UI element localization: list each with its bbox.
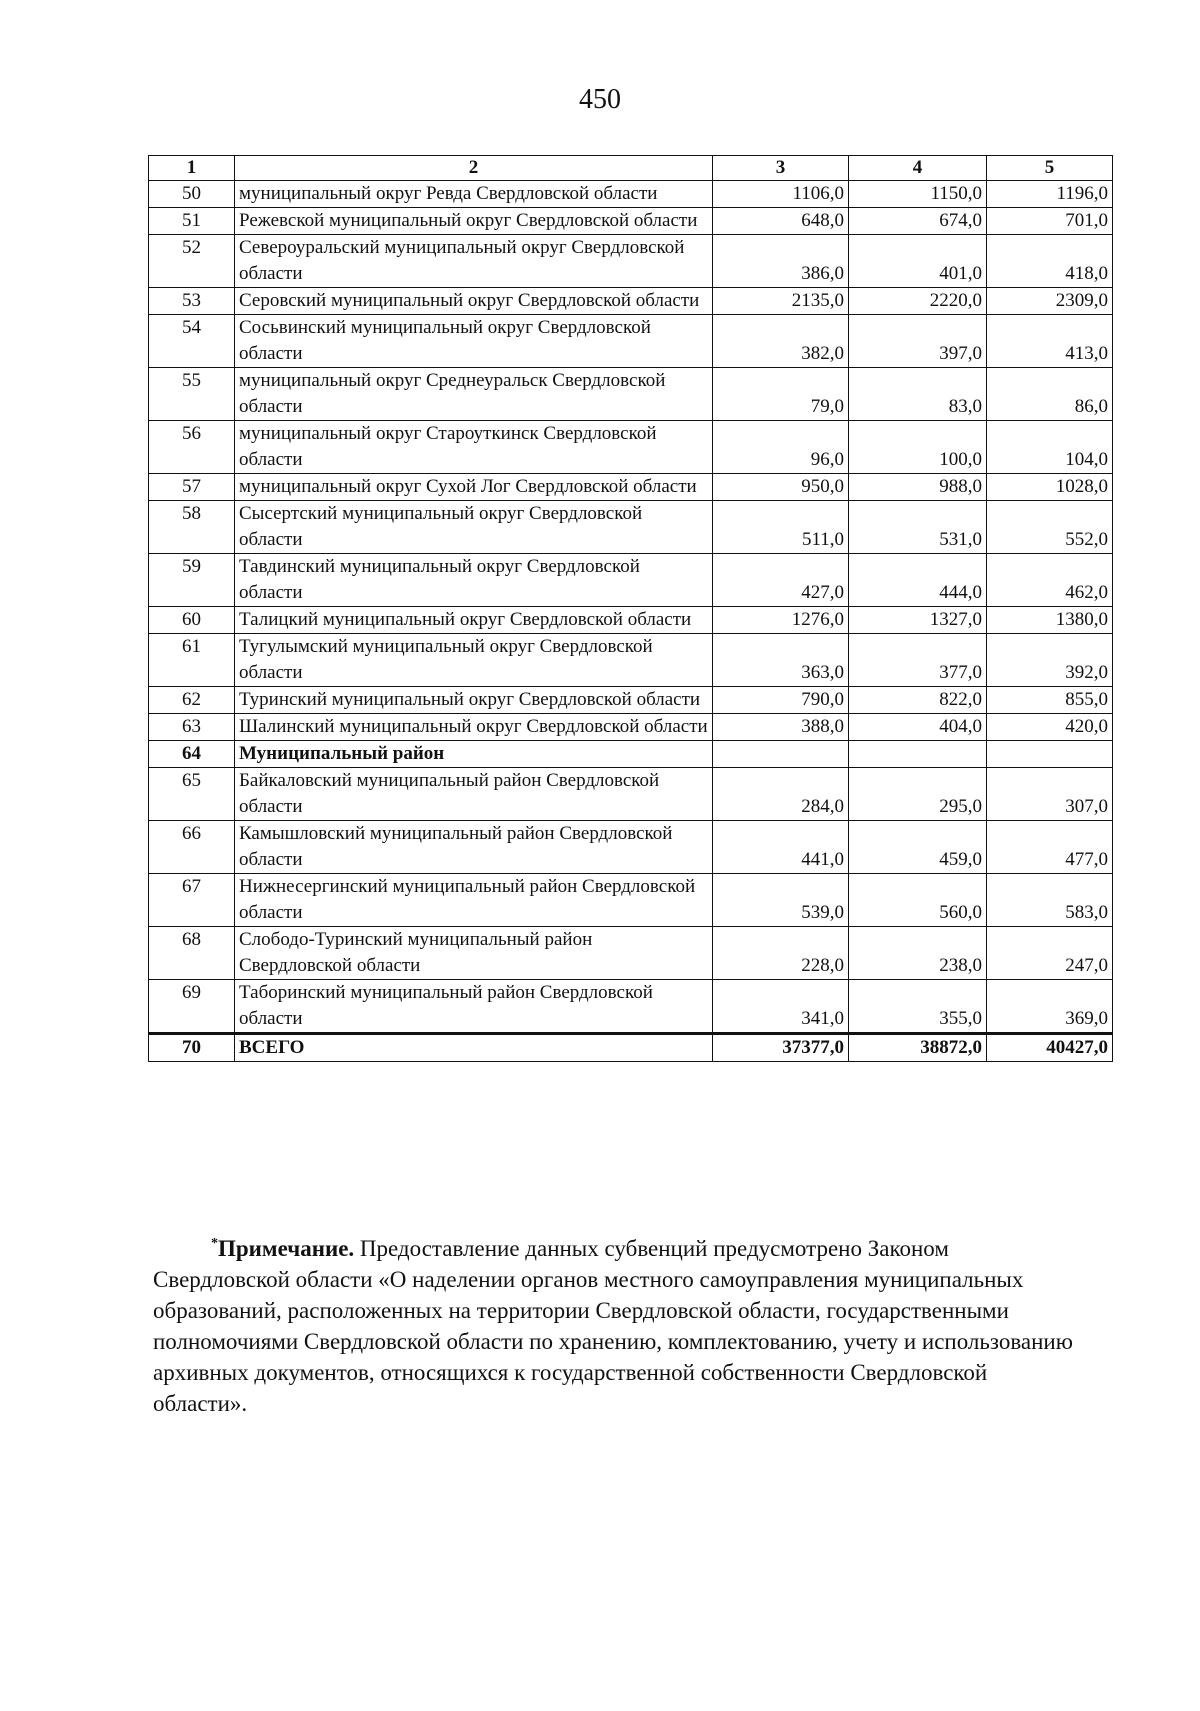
municipality-name: Талицкий муниципальный округ Свердловской области	[235, 607, 713, 634]
subvention-table	[148, 155, 1113, 1062]
row-number: 57	[149, 474, 235, 501]
value-col-3: 388,0	[713, 714, 849, 741]
municipality-name: Туринский муниципальный округ Свердловской области	[235, 687, 713, 714]
value-col-5: 418,0	[987, 235, 1113, 288]
value-col-3: 284,0	[713, 768, 849, 821]
table-row	[149, 980, 1113, 1034]
value-col-3: 539,0	[713, 874, 849, 927]
value-col-3: 1276,0	[713, 607, 849, 634]
table-row	[149, 288, 1113, 315]
value-col-5: 1380,0	[987, 607, 1113, 634]
footnote	[153, 1228, 1083, 1419]
municipality-name: Камышловский муниципальный район Свердловской области	[235, 821, 713, 874]
value-col-3: 382,0	[713, 315, 849, 368]
row-number: 61	[149, 634, 235, 687]
value-col-5: 413,0	[987, 315, 1113, 368]
municipality-name: Байкаловский муниципальный район Свердловской области	[235, 768, 713, 821]
row-number: 62	[149, 687, 235, 714]
value-col-4: 404,0	[849, 714, 987, 741]
municipality-name: Шалинский муниципальный округ Свердловской области	[235, 714, 713, 741]
municipality-name: ВСЕГО	[235, 1034, 713, 1062]
value-col-3: 511,0	[713, 501, 849, 554]
municipality-name: муниципальный округ Ревда Свердловской области	[235, 181, 713, 208]
table-row	[149, 741, 1113, 768]
value-col-4: 988,0	[849, 474, 987, 501]
value-col-4: 238,0	[849, 927, 987, 980]
value-col-3: 648,0	[713, 208, 849, 235]
table-row	[149, 181, 1113, 208]
municipality-name: Таборинский муниципальный район Свердловской области	[235, 980, 713, 1034]
value-col-5: 1028,0	[987, 474, 1113, 501]
value-col-3: 441,0	[713, 821, 849, 874]
row-number: 58	[149, 501, 235, 554]
municipality-name: Сысертский муниципальный округ Свердловской области	[235, 501, 713, 554]
value-col-4: 444,0	[849, 554, 987, 607]
table-row	[149, 501, 1113, 554]
value-col-3: 950,0	[713, 474, 849, 501]
row-number: 55	[149, 368, 235, 421]
value-col-5: 583,0	[987, 874, 1113, 927]
value-col-5: 369,0	[987, 980, 1113, 1034]
row-number: 54	[149, 315, 235, 368]
row-number: 52	[149, 235, 235, 288]
municipality-name: Нижнесергинский муниципальный район Свердловской области	[235, 874, 713, 927]
value-col-5: 307,0	[987, 768, 1113, 821]
value-col-5: 247,0	[987, 927, 1113, 980]
value-col-3: 96,0	[713, 421, 849, 474]
value-col-5: 104,0	[987, 421, 1113, 474]
value-col-3: 427,0	[713, 554, 849, 607]
table-row	[149, 874, 1113, 927]
value-col-5: 462,0	[987, 554, 1113, 607]
row-number: 66	[149, 821, 235, 874]
value-col-4: 295,0	[849, 768, 987, 821]
table-row	[149, 315, 1113, 368]
table-row	[149, 208, 1113, 235]
value-col-3: 228,0	[713, 927, 849, 980]
municipality-name: муниципальный округ Среднеуральск Свердловской области	[235, 368, 713, 421]
value-col-3: 37377,0	[713, 1034, 849, 1062]
value-col-4: 459,0	[849, 821, 987, 874]
footnote-asterisk: *	[211, 1236, 218, 1251]
row-number: 53	[149, 288, 235, 315]
row-number: 64	[149, 741, 235, 768]
table-header-row	[149, 156, 1113, 181]
row-number: 67	[149, 874, 235, 927]
row-number: 59	[149, 554, 235, 607]
value-col-4: 1327,0	[849, 607, 987, 634]
row-number: 51	[149, 208, 235, 235]
value-col-4: 38872,0	[849, 1034, 987, 1062]
value-col-4: 100,0	[849, 421, 987, 474]
footnote-label: Примечание.	[218, 1236, 355, 1261]
value-col-4: 560,0	[849, 874, 987, 927]
table-total-row	[149, 1034, 1113, 1062]
column-header: 3	[713, 156, 849, 181]
table-row	[149, 474, 1113, 501]
value-col-5: 392,0	[987, 634, 1113, 687]
row-number: 63	[149, 714, 235, 741]
value-col-4: 674,0	[849, 208, 987, 235]
value-col-5: 701,0	[987, 208, 1113, 235]
value-col-4: 397,0	[849, 315, 987, 368]
value-col-3: 363,0	[713, 634, 849, 687]
value-col-3: 2135,0	[713, 288, 849, 315]
row-number: 69	[149, 980, 235, 1034]
footnote-paragraph	[153, 1228, 1083, 1419]
row-number: 50	[149, 181, 235, 208]
value-col-4: 377,0	[849, 634, 987, 687]
column-header: 1	[149, 156, 235, 181]
table-row	[149, 235, 1113, 288]
value-col-5: 86,0	[987, 368, 1113, 421]
value-col-4: 83,0	[849, 368, 987, 421]
table-row	[149, 687, 1113, 714]
table-row	[149, 421, 1113, 474]
value-col-4: 1150,0	[849, 181, 987, 208]
value-col-4: 822,0	[849, 687, 987, 714]
municipality-name: Режевской муниципальный округ Свердловской области	[235, 208, 713, 235]
value-col-4: 531,0	[849, 501, 987, 554]
value-col-5: 420,0	[987, 714, 1113, 741]
municipality-name: Слободо-Туринский муниципальный район Свердловской области	[235, 927, 713, 980]
value-col-4	[849, 741, 987, 768]
value-col-5: 2309,0	[987, 288, 1113, 315]
value-col-4: 401,0	[849, 235, 987, 288]
table-row	[149, 821, 1113, 874]
row-number: 65	[149, 768, 235, 821]
municipality-name: муниципальный округ Староуткинск Свердловской области	[235, 421, 713, 474]
municipality-name: Североуральский муниципальный округ Свердловской области	[235, 235, 713, 288]
value-col-3: 386,0	[713, 235, 849, 288]
row-number: 70	[149, 1034, 235, 1062]
value-col-3: 341,0	[713, 980, 849, 1034]
footnote-text: Предоставление данных субвенций предусмотрено Законом Свердловской области «О наделении органов местного самоуправления муниципальных образований, расположенных на территории Свердловской области, государственными полномочиями Свердловской области по хранению, комплектованию, учету и использованию архивных документов, относящихся к государственной собственности Свердловской области».	[153, 1236, 1073, 1416]
municipality-name: Муниципальный район	[235, 741, 713, 768]
municipality-name: Тугулымский муниципальный округ Свердловской области	[235, 634, 713, 687]
table-row	[149, 368, 1113, 421]
column-header: 4	[849, 156, 987, 181]
value-col-5: 552,0	[987, 501, 1113, 554]
value-col-5: 1196,0	[987, 181, 1113, 208]
value-col-3: 79,0	[713, 368, 849, 421]
value-col-5: 477,0	[987, 821, 1113, 874]
value-col-3: 790,0	[713, 687, 849, 714]
row-number: 60	[149, 607, 235, 634]
table-row	[149, 554, 1113, 607]
value-col-3	[713, 741, 849, 768]
value-col-4: 2220,0	[849, 288, 987, 315]
value-col-5	[987, 741, 1113, 768]
municipality-name: муниципальный округ Сухой Лог Свердловской области	[235, 474, 713, 501]
table-row	[149, 927, 1113, 980]
page-number: 450	[579, 84, 621, 115]
table-row	[149, 714, 1113, 741]
municipality-name: Серовский муниципальный округ Свердловской области	[235, 288, 713, 315]
municipality-name: Сосьвинский муниципальный округ Свердловской области	[235, 315, 713, 368]
table-body	[149, 156, 1113, 1062]
value-col-5: 40427,0	[987, 1034, 1113, 1062]
table-row	[149, 634, 1113, 687]
value-col-3: 1106,0	[713, 181, 849, 208]
value-col-4: 355,0	[849, 980, 987, 1034]
municipality-name: Тавдинский муниципальный округ Свердловской области	[235, 554, 713, 607]
row-number: 56	[149, 421, 235, 474]
value-col-5: 855,0	[987, 687, 1113, 714]
table-row	[149, 768, 1113, 821]
column-header: 2	[235, 156, 713, 181]
row-number: 68	[149, 927, 235, 980]
table-row	[149, 607, 1113, 634]
column-header: 5	[987, 156, 1113, 181]
